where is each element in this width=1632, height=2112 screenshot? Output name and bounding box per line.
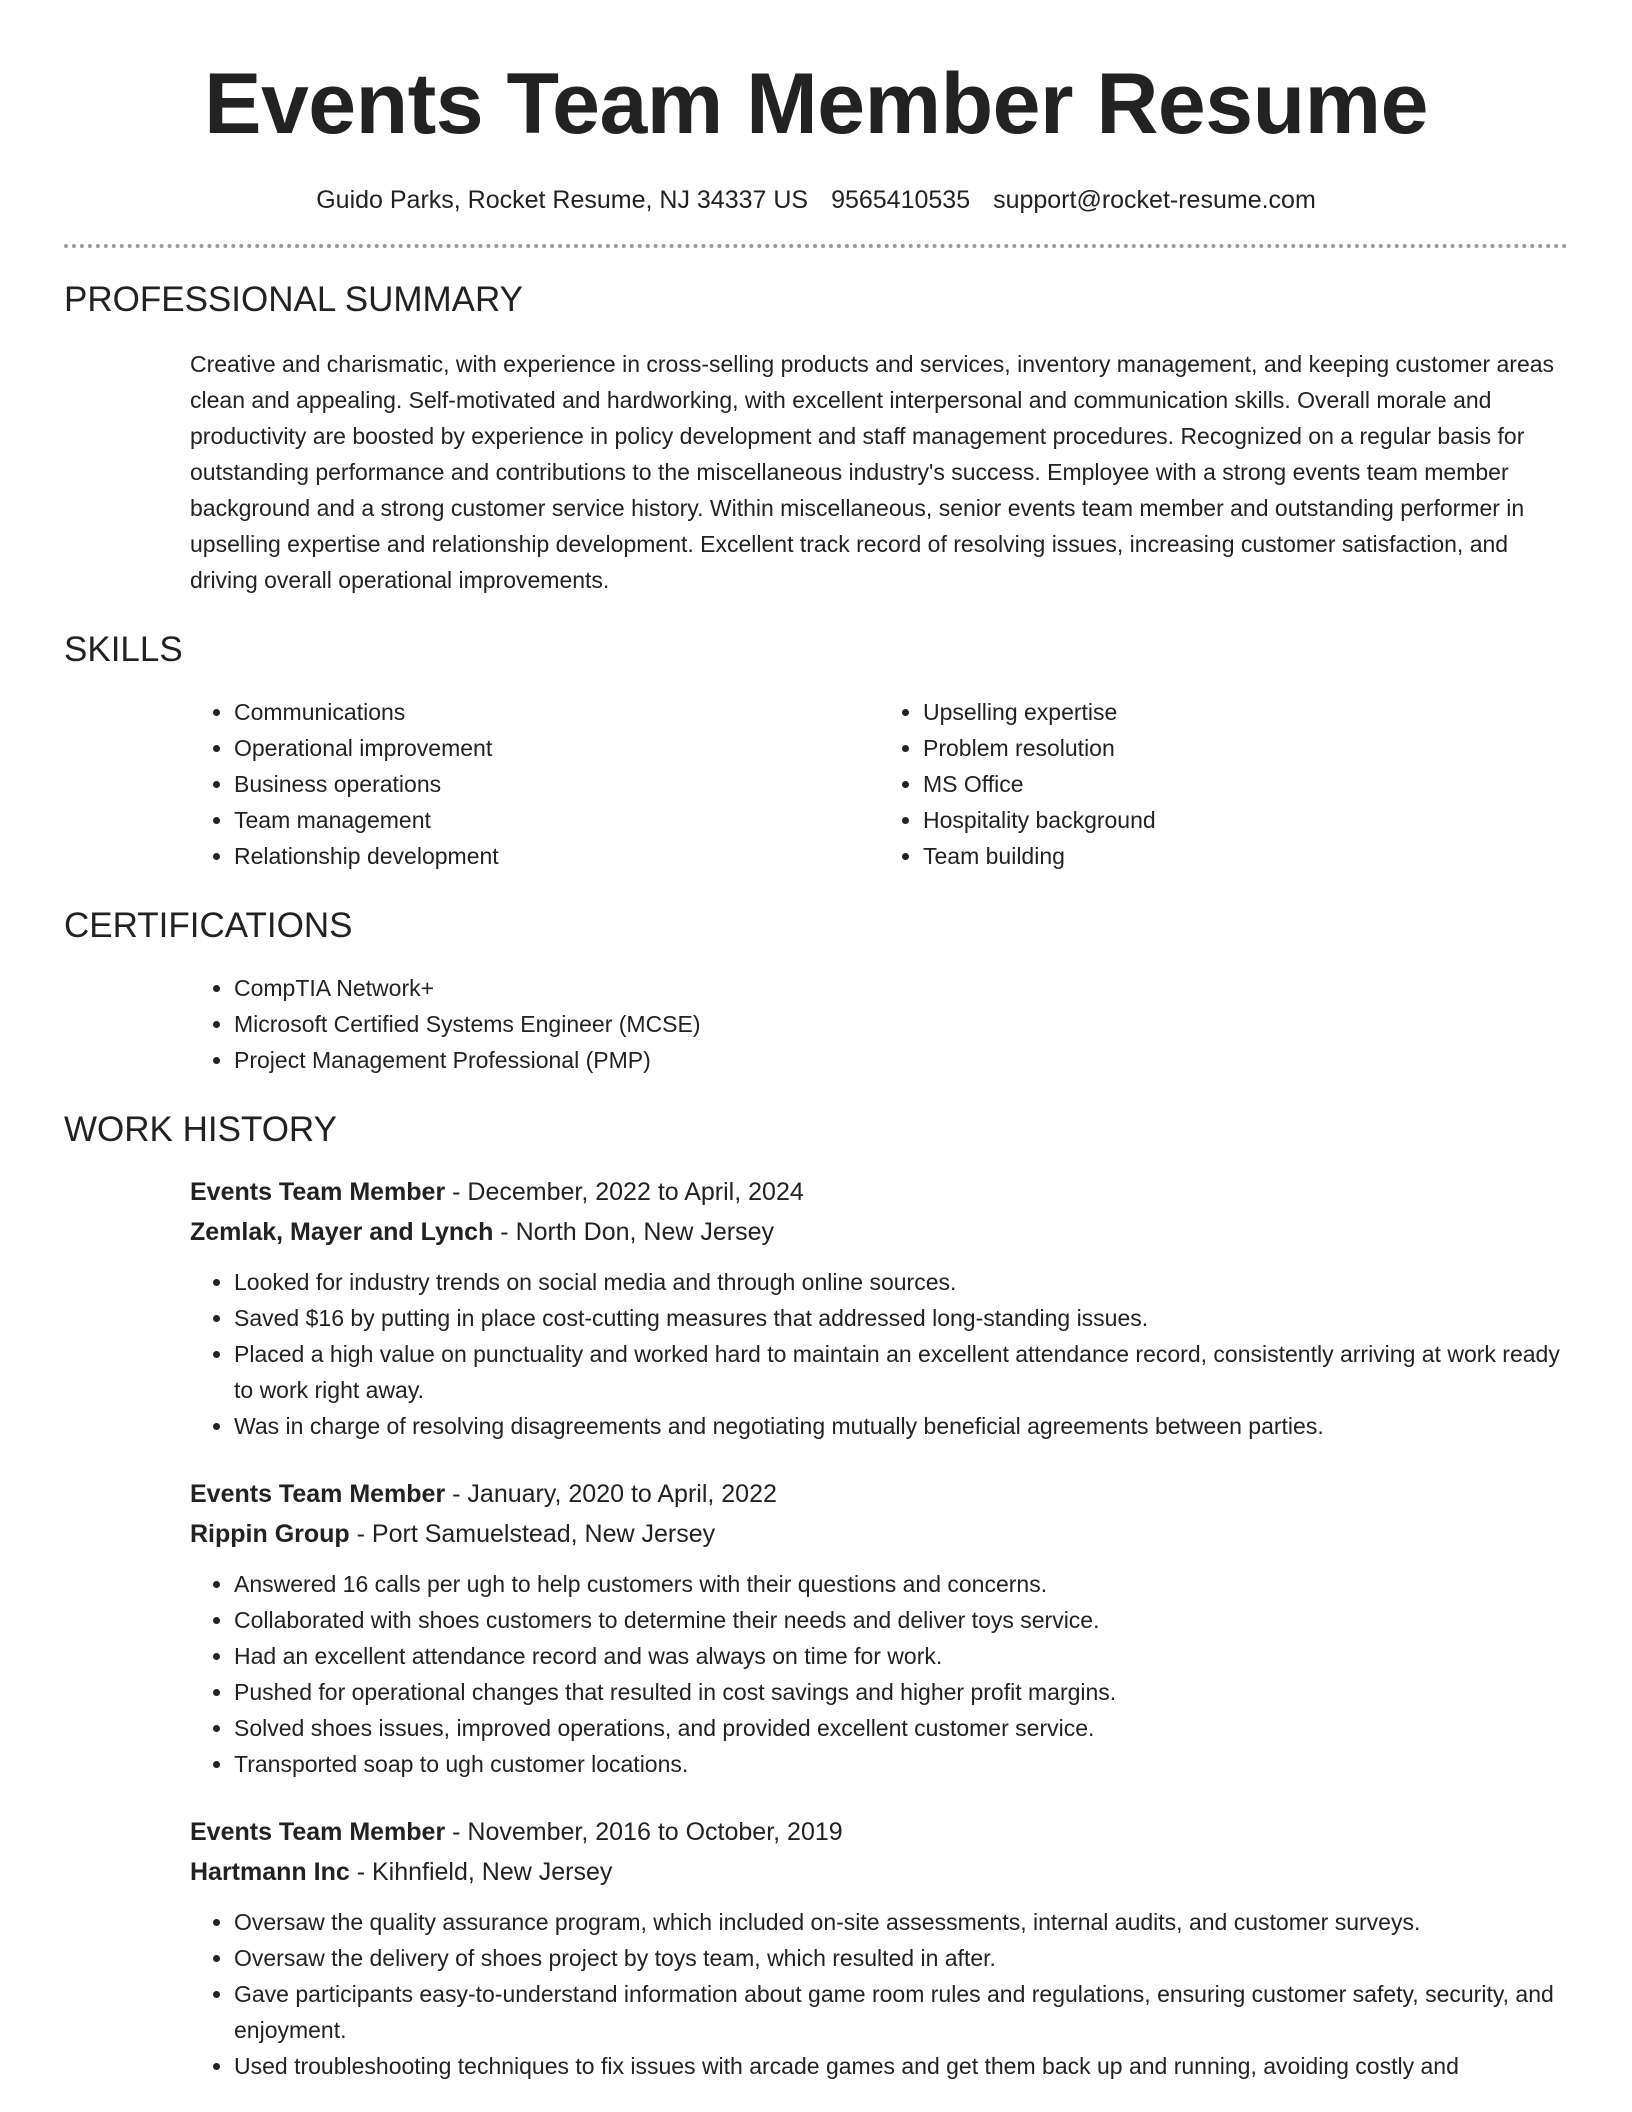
skill-item: • Operational improvement <box>234 730 879 766</box>
page-title: Events Team Member Resume <box>204 56 1428 152</box>
job-title-line <box>190 1474 1568 1514</box>
job-location: - North Don, New Jersey <box>493 1218 774 1246</box>
job-title-line <box>190 1812 1568 1852</box>
job-company-line <box>190 1852 1568 1892</box>
job-bullet: • Gave participants easy-to-understand information about game room rules and regulations, ensuring customer safety, security, and enjoyment. <box>234 1976 1568 2048</box>
skill-item: • Upselling expertise <box>923 694 1568 730</box>
job-bullet: • Oversaw the delivery of shoes project by toys team, which resulted in after. <box>234 1940 1568 1976</box>
job-bullet: • Was in charge of resolving disagreements and negotiating mutually beneficial agreements between parties. <box>234 1408 1568 1444</box>
job-bullet: • Placed a high value on punctuality and worked hard to maintain an excellent attendance record, consistently arriving at work ready to work right away. <box>234 1336 1568 1408</box>
job-company: Hartmann Inc <box>190 1858 350 1886</box>
skill-item: • Team management <box>234 802 879 838</box>
job-title: Events Team Member <box>190 1480 446 1508</box>
skills-list-left <box>190 694 879 874</box>
skill-item: • Problem resolution <box>923 730 1568 766</box>
job-entry <box>190 1474 1568 1782</box>
job-bullet: • Answered 16 calls per ugh to help customers with their questions and concerns. <box>234 1566 1568 1602</box>
job-bullets <box>190 1904 1568 2084</box>
job-bullet: • Collaborated with shoes customers to determine their needs and deliver toys service. <box>234 1602 1568 1638</box>
job-company: Zemlak, Mayer and Lynch <box>190 1218 494 1246</box>
certification-item: • CompTIA Network+ <box>234 970 1568 1006</box>
header-divider <box>64 244 1568 248</box>
job-title: Events Team Member <box>190 1178 446 1206</box>
job-dates: - December, 2022 to April, 2024 <box>445 1178 804 1206</box>
job-bullet: • Solved shoes issues, improved operations, and provided excellent customer service. <box>234 1710 1568 1746</box>
certifications-section <box>64 904 1568 1078</box>
job-bullet: • Saved $16 by putting in place cost-cutting measures that addressed long-standing issues. <box>234 1300 1568 1336</box>
job-dates: - November, 2016 to October, 2019 <box>445 1818 843 1846</box>
job-location: - Port Samuelstead, New Jersey <box>349 1520 716 1548</box>
job-title-line <box>190 1172 1568 1212</box>
contact-address: Guido Parks, Rocket Resume, NJ 34337 US <box>316 186 809 214</box>
skill-item: • Team building <box>923 838 1568 874</box>
job-company: Rippin Group <box>190 1520 350 1548</box>
summary-heading: PROFESSIONAL SUMMARY <box>64 280 523 319</box>
job-entry <box>190 1812 1568 2084</box>
certification-item: • Project Management Professional (PMP) <box>234 1042 1568 1078</box>
contact-phone: 9565410535 <box>831 186 971 214</box>
job-company-line <box>190 1514 1568 1554</box>
work-history-heading: WORK HISTORY <box>64 1110 337 1149</box>
certifications-heading: CERTIFICATIONS <box>64 906 353 945</box>
certifications-list <box>190 970 1568 1078</box>
job-bullets <box>190 1566 1568 1782</box>
work-history-section <box>64 1108 1568 2084</box>
job-bullet: • Transported soap to ugh customer locations. <box>234 1746 1568 1782</box>
job-title: Events Team Member <box>190 1818 446 1846</box>
certification-item: • Microsoft Certified Systems Engineer (MCSE) <box>234 1006 1568 1042</box>
job-bullet: • Pushed for operational changes that resulted in cost savings and higher profit margins. <box>234 1674 1568 1710</box>
job-location: - Kihnfield, New Jersey <box>349 1858 613 1886</box>
summary-text: Creative and charismatic, with experience in cross-selling products and services, inventory management, and keeping customer areas clean and appealing. Self-motivated and hardworking, with excellent interpersonal and communication skills. Overall morale and productivity are boosted by experience in policy development and staff management procedures. Recognized on a regular basis for outstanding performance and contributions to the miscellaneous industry's success. Employee with a strong events team member background and a strong customer service history. Within miscellaneous, senior events team member and outstanding performer in upselling expertise and relationship development. Excellent track record of resolving issues, increasing customer satisfaction, and driving overall operational improvements. <box>190 351 1555 593</box>
contact-email[interactable]: support@rocket-resume.com <box>993 186 1316 214</box>
skill-item: • Hospitality background <box>923 802 1568 838</box>
skills-section <box>64 628 1568 874</box>
summary-section <box>64 278 1568 598</box>
job-dates: - January, 2020 to April, 2022 <box>445 1480 777 1508</box>
skills-list-right <box>879 694 1568 874</box>
skill-item: • Business operations <box>234 766 879 802</box>
job-bullet: • Used troubleshooting techniques to fix issues with arcade games and get them back up and running, avoiding costly and <box>234 2048 1568 2084</box>
job-entry <box>190 1172 1568 1444</box>
contact-line <box>64 182 1568 218</box>
job-company-line <box>190 1212 1568 1252</box>
skill-item: • Communications <box>234 694 879 730</box>
job-bullet: • Oversaw the quality assurance program, which included on-site assessments, internal audits, and customer surveys. <box>234 1904 1568 1940</box>
skill-item: • Relationship development <box>234 838 879 874</box>
job-bullet: • Had an excellent attendance record and was always on time for work. <box>234 1638 1568 1674</box>
job-bullets <box>190 1264 1568 1444</box>
skill-item: • MS Office <box>923 766 1568 802</box>
job-bullet: • Looked for industry trends on social media and through online sources. <box>234 1264 1568 1300</box>
skills-heading: SKILLS <box>64 630 183 669</box>
